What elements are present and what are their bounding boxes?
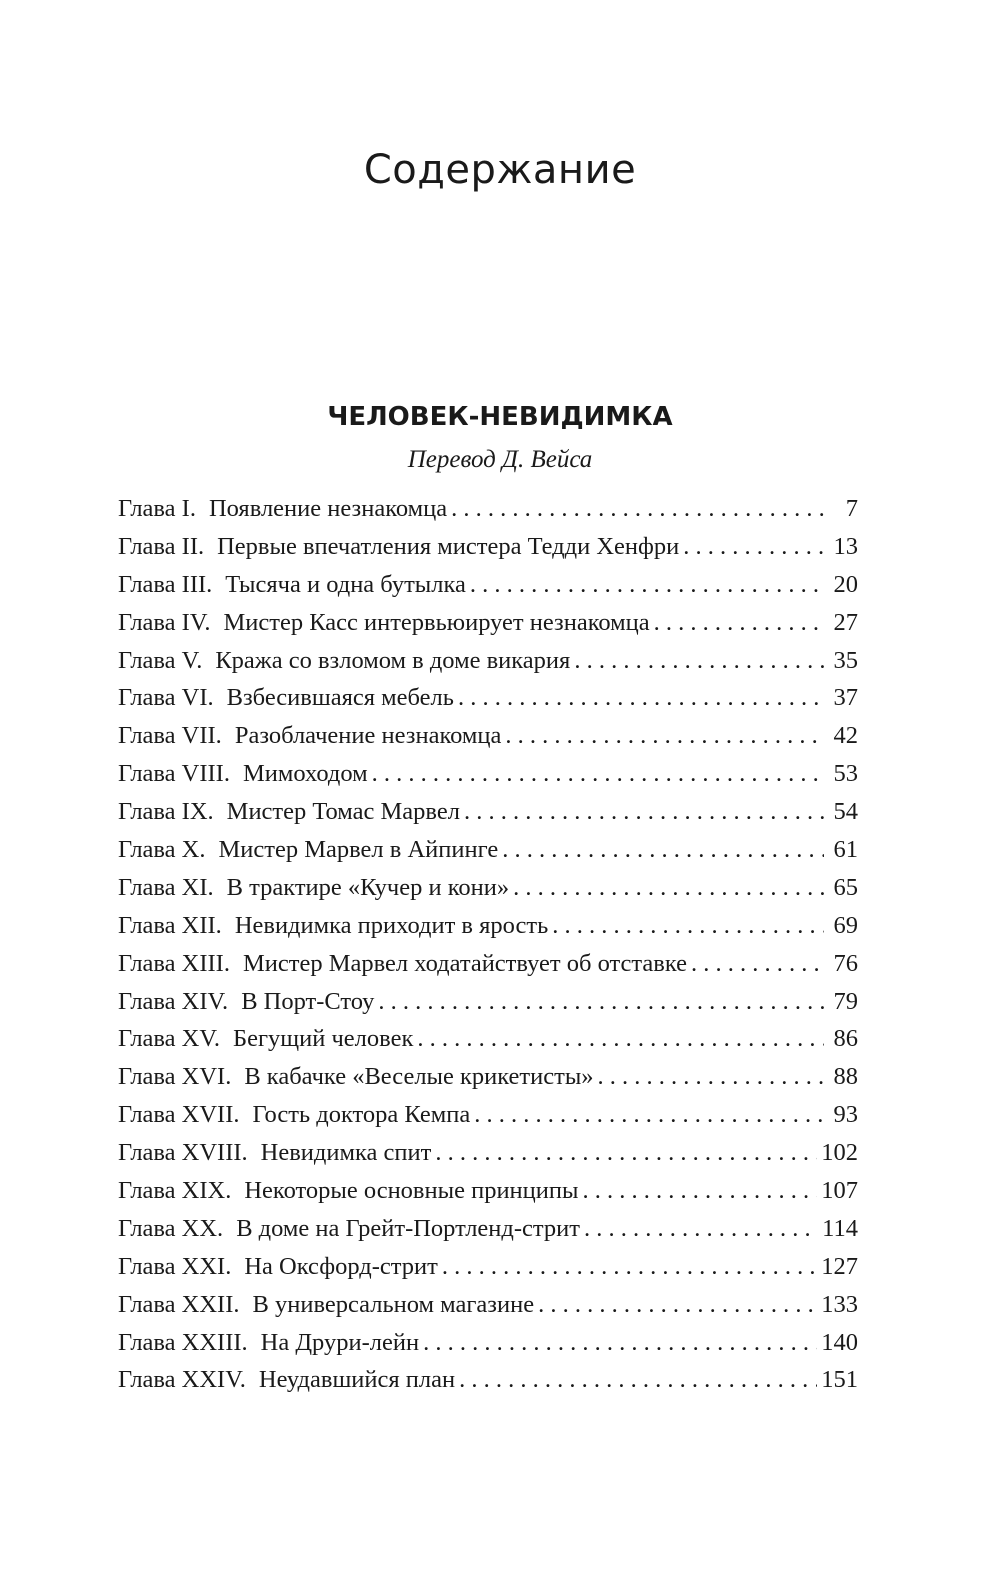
chapter-title: В универсальном магазине: [252, 1290, 535, 1318]
chapter-number: Глава XXI.: [118, 1252, 232, 1280]
chapter-number: Глава III.: [118, 570, 213, 598]
chapter-title: Мистер Марвел в Айпинге: [218, 836, 499, 864]
toc-entry[interactable]: [118, 869, 858, 907]
page-number: 54: [833, 798, 858, 826]
page-number: 53: [833, 760, 858, 788]
dot-leader: [582, 1172, 817, 1210]
dot-leader: [538, 1286, 817, 1324]
toc-entry[interactable]: [118, 1361, 858, 1399]
toc-entry[interactable]: [118, 1134, 858, 1172]
chapter-title: Первые впечатления мистера Тедди Хенфри: [217, 532, 680, 560]
page-number: 69: [833, 911, 858, 939]
toc-entry[interactable]: [118, 1248, 858, 1286]
dot-leader: [552, 907, 824, 945]
toc-entry[interactable]: [118, 1286, 858, 1324]
toc-entry[interactable]: [118, 755, 858, 793]
chapter-number: Глава XXIV.: [118, 1366, 246, 1394]
chapter-number: Глава XX.: [118, 1214, 224, 1242]
chapter-title: В доме на Грейт-Портленд-стрит: [236, 1214, 580, 1242]
page-number: 140: [821, 1328, 858, 1356]
chapter-number: Глава XXIII.: [118, 1328, 248, 1356]
chapter-number: Глава VIII.: [118, 760, 230, 788]
dot-leader: [458, 679, 824, 717]
chapter-title: Невидимка приходит в ярость: [234, 911, 549, 939]
page-number: 127: [821, 1252, 858, 1280]
book-title: ЧЕЛОВЕК-НЕВИДИМКА: [327, 402, 673, 432]
chapter-number: Глава IX.: [118, 798, 214, 826]
page-number: 27: [833, 608, 858, 636]
chapter-title: Появление незнакомца: [208, 495, 448, 522]
translator-credit: Перевод Д. Вейса: [407, 446, 593, 473]
chapter-title: Тысяча и одна бутылка: [225, 570, 466, 598]
chapter-title: Мистер Марвел ходатайствует об отставке: [242, 949, 688, 977]
dot-leader: [584, 1210, 818, 1248]
toc-entry[interactable]: [118, 566, 858, 604]
chapter-number: Глава VI.: [118, 684, 214, 712]
dot-leader: [423, 1324, 817, 1362]
toc-entry[interactable]: [118, 1324, 858, 1362]
page-number: 7: [845, 495, 858, 522]
page-number: 133: [821, 1290, 858, 1318]
toc-entry[interactable]: [118, 1096, 858, 1134]
chapter-number: Глава XVIII.: [118, 1139, 248, 1167]
chapter-number: Глава XVII.: [118, 1101, 240, 1129]
chapter-number: Глава V.: [118, 646, 203, 674]
toc-entry[interactable]: [118, 945, 858, 983]
dot-leader: [459, 1361, 817, 1399]
toc-entry[interactable]: [118, 679, 858, 717]
chapter-title: На Оксфорд-стрит: [244, 1252, 438, 1280]
toc-entry[interactable]: [118, 1210, 858, 1248]
page-number: 76: [833, 949, 858, 977]
page-number: 13: [833, 532, 858, 560]
toc-entry[interactable]: [118, 1172, 858, 1210]
toc-entry[interactable]: [118, 831, 858, 869]
toc-entry[interactable]: [118, 983, 858, 1021]
page-number: 65: [833, 873, 858, 901]
toc-entry[interactable]: [118, 793, 858, 831]
chapter-number: Глава XVI.: [118, 1063, 232, 1091]
toc-entry[interactable]: [118, 717, 858, 755]
page-number: 114: [822, 1214, 858, 1242]
page-number: 61: [833, 836, 858, 864]
dot-leader: [451, 490, 824, 528]
dot-leader: [417, 1020, 824, 1058]
dot-leader: [654, 604, 824, 642]
dot-leader: [435, 1134, 817, 1172]
dot-leader: [574, 642, 824, 680]
chapter-title: Некоторые основные принципы: [244, 1177, 579, 1205]
page-number: 86: [833, 1025, 858, 1053]
page-number: 93: [833, 1101, 858, 1129]
page-number: 20: [833, 570, 858, 598]
chapter-number: Глава XII.: [118, 911, 222, 939]
chapter-number: Глава XIX.: [118, 1177, 232, 1205]
chapter-title: Мистер Томас Марвел: [226, 798, 460, 826]
chapter-title: Мистер Касс интервьюирует незнакомца: [223, 608, 650, 636]
chapter-number: Глава XI.: [118, 873, 214, 901]
page-number: 151: [821, 1366, 858, 1394]
toc-entry[interactable]: [118, 604, 858, 642]
page-number: 35: [833, 646, 858, 674]
chapter-number: Глава XIV.: [118, 987, 229, 1015]
page-number: 107: [821, 1177, 858, 1205]
dot-leader: [598, 1058, 824, 1096]
dot-leader: [691, 945, 824, 983]
chapter-title: В кабачке «Веселые крикетисты»: [244, 1063, 594, 1091]
page-title: Содержание: [363, 147, 637, 193]
dot-leader: [474, 1096, 824, 1134]
chapter-number: Глава IV.: [118, 608, 211, 636]
dot-leader: [502, 831, 824, 869]
dot-leader: [442, 1248, 817, 1286]
toc-entry[interactable]: [118, 1058, 858, 1096]
chapter-number: Глава I.: [118, 495, 196, 522]
chapter-title: В трактире «Кучер и кони»: [226, 873, 510, 901]
toc-entry[interactable]: [118, 907, 858, 945]
toc-entry[interactable]: [118, 490, 858, 528]
page-number: 42: [833, 722, 858, 750]
chapter-title: Кража со взломом в доме викария: [215, 646, 571, 674]
chapter-title: Бегущий человек: [233, 1025, 414, 1053]
toc-entry[interactable]: [118, 1020, 858, 1058]
chapter-title: Неудавшийся план: [258, 1366, 456, 1394]
toc-entry[interactable]: [118, 642, 858, 680]
page-number: 79: [833, 987, 858, 1015]
chapter-number: Глава XIII.: [118, 949, 230, 977]
page-number: 102: [821, 1139, 858, 1167]
dot-leader: [683, 528, 824, 566]
chapter-number: Глава VII.: [118, 722, 222, 750]
chapter-title: Взбесившаяся мебель: [226, 684, 454, 712]
chapter-title: В Порт-Стоу: [241, 987, 375, 1015]
chapter-number: Глава II.: [118, 532, 205, 560]
page-number: 37: [833, 684, 858, 712]
table-of-contents: [118, 490, 858, 1399]
dot-leader: [470, 566, 824, 604]
dot-leader: [378, 983, 824, 1021]
chapter-title: Невидимка спит: [260, 1139, 432, 1167]
page-number: 88: [833, 1063, 858, 1091]
chapter-number: Глава XV.: [118, 1025, 221, 1053]
chapter-title: Гость доктора Кемпа: [252, 1101, 471, 1129]
chapter-title: Мимоходом: [242, 760, 368, 788]
toc-entry[interactable]: [118, 528, 858, 566]
chapter-title: Разоблачение незнакомца: [234, 722, 502, 750]
dot-leader: [505, 717, 824, 755]
dot-leader: [464, 793, 824, 831]
dot-leader: [513, 869, 824, 907]
chapter-number: Глава XXII.: [118, 1290, 240, 1318]
chapter-title: На Друри-лейн: [260, 1328, 420, 1356]
chapter-number: Глава X.: [118, 836, 206, 864]
dot-leader: [372, 755, 824, 793]
